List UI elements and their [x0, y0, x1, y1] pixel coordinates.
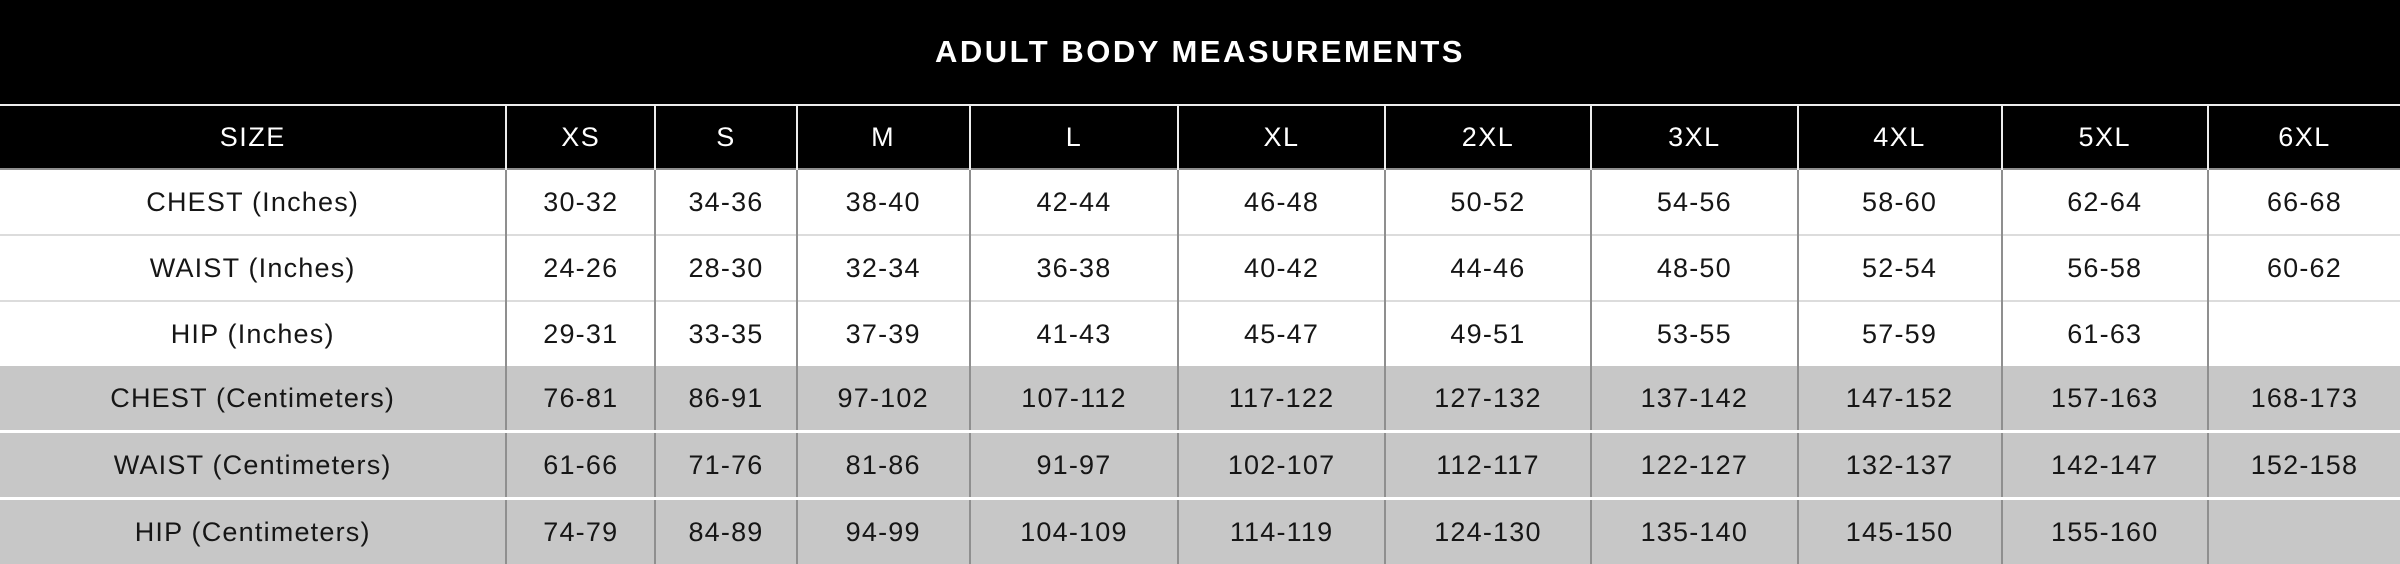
- data-cell: 58-60: [1798, 169, 2002, 235]
- data-cell: 50-52: [1385, 169, 1591, 235]
- data-cell: 48-50: [1591, 235, 1797, 301]
- row-label: HIP (Centimeters): [0, 499, 506, 564]
- data-cell: 114-119: [1178, 499, 1384, 564]
- data-cell: 37-39: [797, 301, 970, 366]
- data-cell: 86-91: [655, 366, 797, 432]
- data-cell: 157-163: [2002, 366, 2208, 432]
- data-cell: 32-34: [797, 235, 970, 301]
- data-cell: 30-32: [506, 169, 655, 235]
- data-cell: 168-173: [2208, 366, 2400, 432]
- table-row-waist-inches: [0, 235, 2400, 301]
- data-cell: 104-109: [970, 499, 1179, 564]
- page-title: ADULT BODY MEASUREMENTS: [935, 34, 1465, 70]
- data-cell: 54-56: [1591, 169, 1797, 235]
- table-row-chest-centimeters: [0, 366, 2400, 432]
- data-cell: 52-54: [1798, 235, 2002, 301]
- data-cell: 24-26: [506, 235, 655, 301]
- data-cell: 91-97: [970, 432, 1179, 499]
- header-cell-l: L: [970, 105, 1179, 169]
- data-cell: 74-79: [506, 499, 655, 564]
- data-cell: [2208, 499, 2400, 564]
- header-cell-m: M: [797, 105, 970, 169]
- data-cell: 61-63: [2002, 301, 2208, 366]
- header-cell-xl: XL: [1178, 105, 1384, 169]
- data-cell: 132-137: [1798, 432, 2002, 499]
- data-cell: 142-147: [2002, 432, 2208, 499]
- data-cell: 44-46: [1385, 235, 1591, 301]
- data-cell: 84-89: [655, 499, 797, 564]
- data-cell: 76-81: [506, 366, 655, 432]
- row-label: HIP (Inches): [0, 301, 506, 366]
- data-cell: 124-130: [1385, 499, 1591, 564]
- data-cell: 147-152: [1798, 366, 2002, 432]
- data-cell: 46-48: [1178, 169, 1384, 235]
- data-cell: 81-86: [797, 432, 970, 499]
- data-cell: 38-40: [797, 169, 970, 235]
- data-cell: 94-99: [797, 499, 970, 564]
- data-cell: 28-30: [655, 235, 797, 301]
- table-row-hip-centimeters: [0, 499, 2400, 564]
- table-row-hip-inches: [0, 301, 2400, 366]
- data-cell: 49-51: [1385, 301, 1591, 366]
- data-cell: 34-36: [655, 169, 797, 235]
- data-cell: 60-62: [2208, 235, 2400, 301]
- size-chart-table: [0, 104, 2400, 564]
- data-cell: 71-76: [655, 432, 797, 499]
- data-cell: 135-140: [1591, 499, 1797, 564]
- header-cell-3xl: 3XL: [1591, 105, 1797, 169]
- data-cell: 155-160: [2002, 499, 2208, 564]
- data-cell: 97-102: [797, 366, 970, 432]
- data-cell: 62-64: [2002, 169, 2208, 235]
- row-label: WAIST (Centimeters): [0, 432, 506, 499]
- header-cell-2xl: 2XL: [1385, 105, 1591, 169]
- data-cell: 61-66: [506, 432, 655, 499]
- data-cell: 117-122: [1178, 366, 1384, 432]
- data-cell: 42-44: [970, 169, 1179, 235]
- table-row-waist-centimeters: [0, 432, 2400, 499]
- row-label: WAIST (Inches): [0, 235, 506, 301]
- data-cell: 66-68: [2208, 169, 2400, 235]
- header-cell-s: S: [655, 105, 797, 169]
- title-band: [0, 0, 2400, 104]
- data-cell: 36-38: [970, 235, 1179, 301]
- data-cell: 57-59: [1798, 301, 2002, 366]
- header-cell-5xl: 5XL: [2002, 105, 2208, 169]
- data-cell: 145-150: [1798, 499, 2002, 564]
- data-cell: 45-47: [1178, 301, 1384, 366]
- data-cell: 137-142: [1591, 366, 1797, 432]
- data-cell: 40-42: [1178, 235, 1384, 301]
- data-cell: 41-43: [970, 301, 1179, 366]
- data-cell: 152-158: [2208, 432, 2400, 499]
- data-cell: 127-132: [1385, 366, 1591, 432]
- row-label: CHEST (Centimeters): [0, 366, 506, 432]
- data-cell: 53-55: [1591, 301, 1797, 366]
- header-cell-xs: XS: [506, 105, 655, 169]
- data-cell: 112-117: [1385, 432, 1591, 499]
- header-cell-4xl: 4XL: [1798, 105, 2002, 169]
- data-cell: 29-31: [506, 301, 655, 366]
- table-row-chest-inches: [0, 169, 2400, 235]
- data-cell: 102-107: [1178, 432, 1384, 499]
- data-cell: 56-58: [2002, 235, 2208, 301]
- header-cell-6xl: 6XL: [2208, 105, 2400, 169]
- data-cell: [2208, 301, 2400, 366]
- data-cell: 122-127: [1591, 432, 1797, 499]
- data-cell: 107-112: [970, 366, 1179, 432]
- header-cell-size: SIZE: [0, 105, 506, 169]
- header-row: [0, 105, 2400, 169]
- row-label: CHEST (Inches): [0, 169, 506, 235]
- data-cell: 33-35: [655, 301, 797, 366]
